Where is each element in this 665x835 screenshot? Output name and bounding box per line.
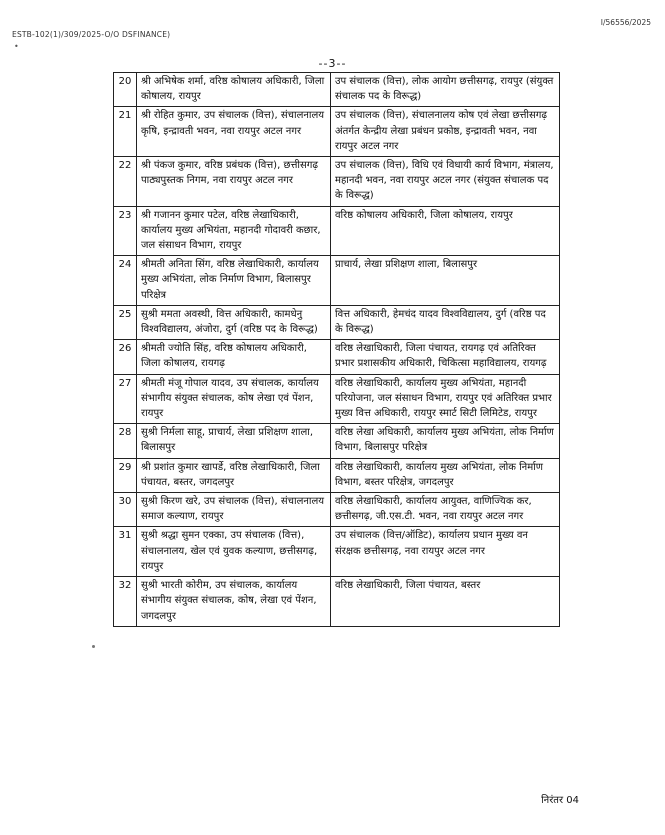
officer-details: श्री गजानन कुमार पटेल, वरिष्ठ लेखाधिकारी, कार्यालय मुख्य अभियंता, महानदी गोदावरी कछार, जल संसाधन विभाग, रायपुर [137,206,331,256]
table-row [114,527,560,577]
table-row [114,458,560,492]
transfer-table [113,72,560,627]
officer-details: सुश्री निर्मला साहू, प्राचार्य, लेखा प्रशिक्षण शाला, बिलासपुर [137,424,331,458]
serial-number: 21 [114,107,137,157]
table-row [114,424,560,458]
officer-details: सुश्री श्रद्धा सुमन एक्का, उप संचालक (वित्त), संचालनालय, खेल एवं युवक कल्याण, छत्तीसगढ़, रायपुर [137,527,331,577]
table-row [114,256,560,306]
serial-number: 31 [114,527,137,577]
serial-number: 23 [114,206,137,256]
officer-details: सुश्री ममता अवस्थी, वित्त अधिकारी, कामधेनु विश्वविद्यालय, अंजोरा, दुर्ग (वरिष्ठ पद के विरूद्ध) [137,305,331,339]
table-row [114,107,560,157]
new-posting: वरिष्ठ लेखाधिकारी, कार्यालय मुख्य अभियंता, लोक निर्माण विभाग, बस्तर परिक्षेत्र, जगदलपुर [331,458,560,492]
new-posting: उप संचालक (वित्त), संचालनालय कोष एवं लेखा छत्तीसगढ़ अंतर्गत केन्द्रीय लेखा प्रबंधन प्रकोष्ठ, इन्द्रावती भवन, नवा रायपुर अटल नगर [331,107,560,157]
new-posting: वरिष्ठ लेखा अधिकारी, कार्यालय मुख्य अभियंता, लोक निर्माण विभाग, बिलासपुर परिक्षेत्र [331,424,560,458]
serial-number: 32 [114,577,137,627]
officer-details: श्री प्रशांत कुमार खापर्डे, वरिष्ठ लेखाधिकारी, जिला पंचायत, बस्तर, जगदलपुर [137,458,331,492]
scan-speck [92,645,95,648]
serial-number: 28 [114,424,137,458]
table-row [114,374,560,424]
table-row [114,493,560,527]
serial-number: 25 [114,305,137,339]
table-row [114,73,560,107]
document-reference: I/56556/2025 [600,18,651,27]
officer-details: सुश्री किरण खरे, उप संचालक (वित्त), संचालनालय समाज कल्याण, रायपुर [137,493,331,527]
officer-details: श्री पंकज कुमार, वरिष्ठ प्रबंधक (वित्त), छत्तीसगढ़ पाठ्यपुस्तक निगम, नवा रायपुर अटल नगर [137,157,331,207]
serial-number: 26 [114,340,137,374]
continued-note: निरंतर 04 [541,795,579,806]
table-row [114,206,560,256]
page-number: --3-- [318,57,347,70]
bullet-mark: • [14,42,19,51]
serial-number: 24 [114,256,137,306]
table-row [114,340,560,374]
table-row [114,157,560,207]
new-posting: वरिष्ठ कोषालय अधिकारी, जिला कोषालय, रायपुर [331,206,560,256]
new-posting: वरिष्ठ लेखाधिकारी, जिला पंचायत, बस्तर [331,577,560,627]
new-posting: उप संचालक (वित्त), विधि एवं विधायी कार्य विभाग, मंत्रालय, महानदी भवन, नवा रायपुर अटल नगर (संयुक्त संचालक पद के विरूद्ध) [331,157,560,207]
officer-details: श्रीमती मंजू गोपाल यादव, उप संचालक, कार्यालय संभागीय संयुक्त संचालक, कोष लेखा एवं पेंशन, रायपुर [137,374,331,424]
serial-number: 30 [114,493,137,527]
new-posting: वरिष्ठ लेखाधिकारी, जिला पंचायत, रायगढ़ एवं अतिरिक्त प्रभार प्रशासकीय अधिकारी, चिकित्सा महाविद्यालय, रायगढ़ [331,340,560,374]
new-posting: प्राचार्य, लेखा प्रशिक्षण शाला, बिलासपुर [331,256,560,306]
serial-number: 29 [114,458,137,492]
new-posting: वरिष्ठ लेखाधिकारी, कार्यालय मुख्य अभियंता, महानदी परियोजना, जल संसाधन विभाग, रायपुर एवं अतिरिक्त प्रभार मुख्य वित्त अधिकारी, रायपुर स्मार्ट सिटी लिमिटेड, रायपुर [331,374,560,424]
officer-details: श्रीमती अनिता सिंग, वरिष्ठ लेखाधिकारी, कार्यालय मुख्य अभियंता, लोक निर्माण विभाग, बिलासपुर परिक्षेत्र [137,256,331,306]
new-posting: वरिष्ठ लेखाधिकारी, कार्यालय आयुक्त, वाणिज्यिक कर, छत्तीसगढ़, जी.एस.टी. भवन, नवा रायपुर अटल नगर [331,493,560,527]
serial-number: 27 [114,374,137,424]
serial-number: 22 [114,157,137,207]
officer-details: सुश्री भारती कोरीम, उप संचालक, कार्यालय संभागीय संयुक्त संचालक, कोष, लेखा एवं पेंशन, जगदलपुर [137,577,331,627]
officer-details: श्री अभिषेक शर्मा, वरिष्ठ कोषालय अधिकारी, जिला कोषालय, रायपुर [137,73,331,107]
serial-number: 20 [114,73,137,107]
new-posting: उप संचालक (वित्त/ऑडिट), कार्यालय प्रधान मुख्य वन संरक्षक छत्तीसगढ़, नवा रायपुर अटल नगर [331,527,560,577]
officer-details: श्रीमती ज्योति सिंह, वरिष्ठ कोषालय अधिकारी, जिला कोषालय, रायगढ़ [137,340,331,374]
new-posting: उप संचालक (वित्त), लोक आयोग छत्तीसगढ़, रायपुर (संयुक्त संचालक पद के विरूद्ध) [331,73,560,107]
table-row [114,577,560,627]
table-row [114,305,560,339]
file-reference: ESTB-102(1)/309/2025-O/O DSFINANCE) [12,30,171,39]
new-posting: वित्त अधिकारी, हेमचंद यादव विश्वविद्यालय, दुर्ग (वरिष्ठ पद के विरूद्ध) [331,305,560,339]
officer-details: श्री रोहित कुमार, उप संचालक (वित्त), संचालनालय कृषि, इन्द्रावती भवन, नवा रायपुर अटल नगर [137,107,331,157]
